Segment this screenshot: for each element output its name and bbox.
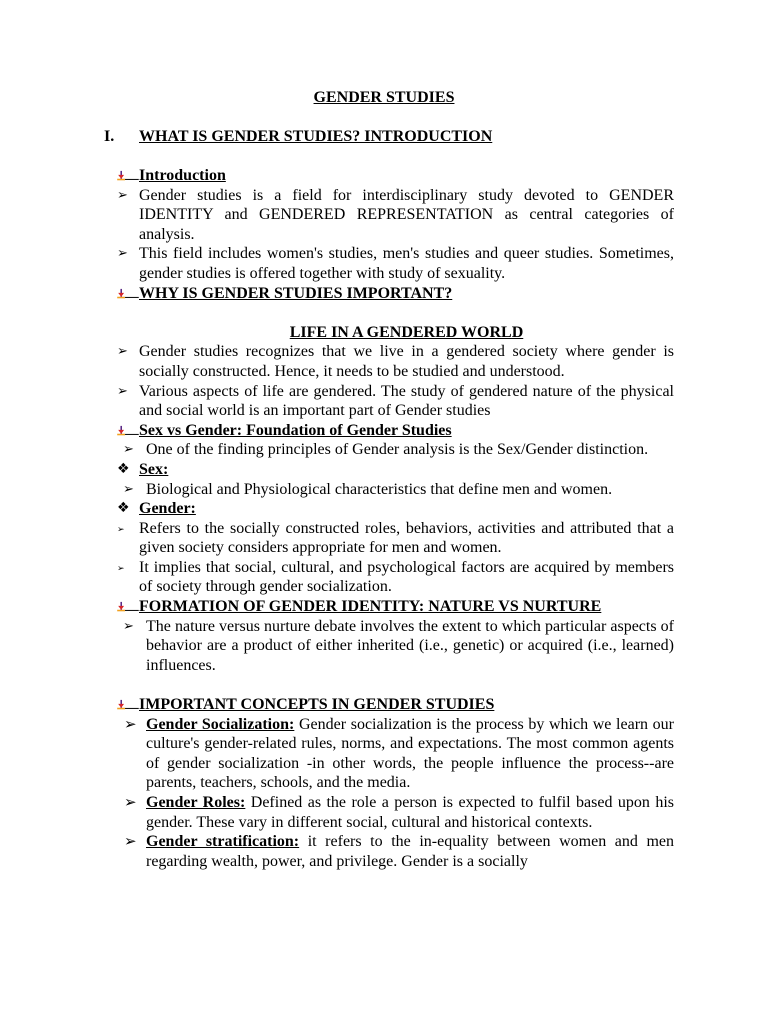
document-title: GENDER STUDIES [313,89,455,106]
arrow-bullet-icon: ➢ [123,618,134,634]
diamond-bullet-icon: ❖ [117,460,130,477]
gender-label: ❖ Gender: [117,500,196,518]
intro-bullet: ➢ This field includes women's studies, men's studies and queer studies. Sometimes, gender studies is offered together with study of sexuality. [117,245,674,282]
concept-item: ➢ Gender Roles: Defined as the role a person is expected to fulfil based upon his gender. These vary in different social, cultural and historical contexts. [124,793,674,831]
arrow-bullet-icon: ➢ [123,481,134,497]
arrow-bullet-icon: ➢ [123,442,134,458]
arrow-bullet-icon: ➢ [124,832,137,851]
sex-gender-bullet: ➢ One of the finding principles of Gender analysis is the Sex/Gender distinction. [123,441,649,459]
section-title: WHAT IS GENDER STUDIES? INTRODUCTION [139,128,493,145]
section-number: I. [104,128,115,145]
concept-term: Gender Socialization: [146,715,295,733]
arrow-bullet-icon: ➢ [117,187,128,203]
concepts-heading: IMPORTANT CONCEPTS IN GENDER STUDIES [115,695,674,715]
pushpin-bullet-icon [115,597,139,617]
arrow-bullet-icon: ➢ [117,383,128,399]
pushpin-bullet-icon [115,421,139,441]
why-subheading: LIFE IN A GENDERED WORLD [289,323,524,341]
gender-bullet: ➢ Refers to the socially constructed roles, behaviors, activities and attributed that a given society considers appropriate for men and women. [117,519,674,557]
arrow-bullet-icon: ➢ [117,563,125,574]
pushpin-bullet-icon [115,284,139,304]
sex-label: ❖ Sex: [117,460,169,478]
arrow-bullet-icon: ➢ [124,793,137,811]
concept-term: Gender stratification: [146,833,300,851]
document-body [115,166,674,871]
formation-bullet: ➢ The nature versus nurture debate involves the extent to which particular aspects of behavior are a product of either inherited (i.e., genetic) or acquired (i.e., learned) influences. [123,617,674,674]
sex-gender-heading: Sex vs Gender: Foundation of Gender Studies [115,421,674,441]
why-bullet: ➢ Various aspects of life are gendered. The study of gendered nature of the physical and social world is an important part of Gender studies [117,382,674,420]
intro-heading: Introduction [115,166,674,186]
concept-term: Gender Roles: [146,794,246,811]
concept-item: ➢ Gender stratification: it refers to the in-equality between women and men regarding wealth, power, and privilege. Gender is a socially [124,832,674,870]
pushpin-bullet-icon [115,695,139,715]
section-heading [104,127,492,147]
diamond-bullet-icon: ❖ [117,500,130,517]
pushpin-bullet-icon [115,166,139,186]
arrow-bullet-icon: ➢ [117,246,128,262]
arrow-bullet-icon: ➢ [124,714,137,733]
sex-bullet: ➢ Biological and Physiological characteristics that define men and women. [123,480,613,498]
formation-heading: FORMATION OF GENDER IDENTITY: NATURE VS NURTURE [115,597,674,617]
why-heading: WHY IS GENDER STUDIES IMPORTANT? [115,284,674,304]
arrow-bullet-icon: ➢ [117,524,125,535]
why-bullet: ➢ Gender studies recognizes that we live in a gendered society where gender is socially constructed. Hence, it needs to be studied and understood. [117,343,674,380]
intro-bullet: ➢ Gender studies is a field for interdisciplinary study devoted to GENDER IDENTITY and GENDERED REPRESENTATION as central categories of analysis. [117,186,674,243]
arrow-bullet-icon: ➢ [117,344,128,360]
gender-bullet: ➢ It implies that social, cultural, and psychological factors are acquired by members of society through gender socialization. [117,558,674,596]
concept-item: ➢ Gender Socialization: Gender socialization is the process by which we learn our culture's gender-related rules, norms, and expectations. The most common agents of gender socialization -in other words, the people influence the process--are parents, teachers, schools, and the media. [124,714,674,792]
